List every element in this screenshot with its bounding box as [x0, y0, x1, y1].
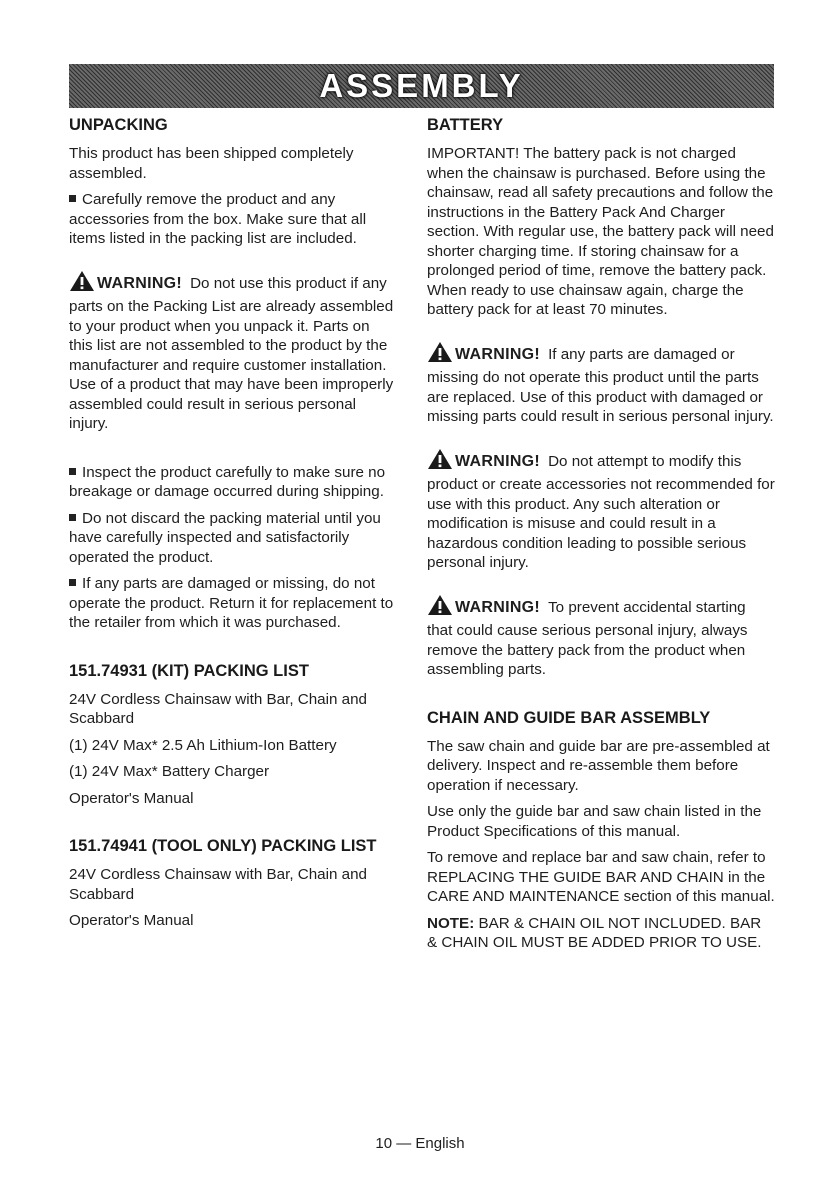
- unpacking-heading: UNPACKING: [69, 116, 168, 134]
- warning-triangle-icon: [427, 448, 453, 476]
- chain-assembly-heading: CHAIN AND GUIDE BAR ASSEMBLY: [427, 708, 711, 727]
- chain-paragraph: Use only the guide bar and saw chain listed in the Product Specifications of this manual.: [427, 803, 762, 840]
- bullet-icon: [69, 514, 76, 521]
- bullet-text: If any parts are damaged or missing, do not operate the product. Return it for replacement to the retailer from which it was purchased.: [69, 575, 394, 631]
- kit-item: 24V Cordless Chainsaw with Bar, Chain and Scabbard: [69, 690, 368, 727]
- warning-triangle-icon: [427, 594, 453, 622]
- right-column: [427, 116, 775, 960]
- left-column: [69, 116, 394, 938]
- unpacking-bullet-damaged: [69, 574, 394, 633]
- warning-accidental-start: [427, 594, 775, 680]
- note-text: BAR & CHAIN OIL NOT INCLUDED. BAR & CHAIN OIL MUST BE ADDED PRIOR TO USE.: [427, 914, 762, 951]
- warning-triangle-icon: [69, 270, 95, 298]
- warning-label: WARNING!: [455, 345, 541, 363]
- note-label: NOTE:: [427, 914, 475, 932]
- unpacking-bullet-remove: [69, 190, 394, 249]
- section-title: ASSEMBLY: [319, 67, 524, 104]
- kit-item: Operator's Manual: [69, 789, 194, 807]
- unpacking-intro: This product has been shipped completely assembled.: [69, 145, 354, 182]
- kit-packing-list-heading: 151.74931 (KIT) PACKING LIST: [69, 661, 309, 680]
- warning-triangle-icon: [427, 341, 453, 369]
- unpacking-bullet-inspect: [69, 463, 394, 502]
- warning-label: WARNING!: [97, 274, 183, 292]
- kit-item: (1) 24V Max* 2.5 Ah Lithium-Ion Battery: [69, 736, 337, 754]
- bullet-icon: [69, 579, 76, 586]
- warning-text: If any parts are damaged or missing do not operate this product until the parts are replaced. Use of this product with damaged or missing parts could result in serious personal injury.: [427, 345, 774, 425]
- bullet-icon: [69, 468, 76, 475]
- battery-heading: BATTERY: [427, 116, 504, 134]
- bullet-text: Carefully remove the product and any accessories from the box. Make sure that all items listed in the packing list are included.: [69, 191, 367, 247]
- warning-text: To prevent accidental starting that could cause serious personal injury, always remove the battery pack from the product when assembling parts.: [427, 598, 748, 678]
- battery-text: IMPORTANT! The battery pack is not charged when the chainsaw is purchased. Before using the chainsaw, read all safety precautions and follow the instructions in the Battery Pack And Charger section. With regular use, the battery pack will need shorter charging time. If storing chainsaw for a prolonged period of time, remove the battery pack. When ready to use chainsaw again, charge the battery pack for at least 70 minutes.: [427, 145, 774, 318]
- chain-paragraph: The saw chain and guide bar are pre-assembled at delivery. Inspect and re-assemble them before operation if necessary.: [427, 737, 770, 794]
- warning-label: WARNING!: [455, 598, 541, 616]
- tool-item: 24V Cordless Chainsaw with Bar, Chain and Scabbard: [69, 866, 368, 903]
- kit-item: (1) 24V Max* Battery Charger: [69, 763, 270, 780]
- warning-packing-list: [69, 270, 394, 434]
- tool-item: Operator's Manual: [69, 912, 194, 929]
- warning-text: Do not use this product if any parts on the Packing List are already assembled to your product when you unpack it. Parts on this list are not assembled to the product by the manufacturer and require customer installation. Use of a product that may have been improperly assembled could result in serious personal injury.: [69, 274, 394, 432]
- bullet-text: Do not discard the packing material until you have carefully inspected and satisfactorily operated the product.: [69, 509, 381, 566]
- warning-damaged-parts: [427, 341, 775, 427]
- tool-packing-list-heading: 151.74941 (TOOL ONLY) PACKING LIST: [69, 837, 377, 855]
- unpacking-bullet-discard: [69, 509, 394, 568]
- section-banner: [69, 64, 774, 108]
- bullet-text: Inspect the product carefully to make sure no breakage or damage occurred during shipping.: [69, 463, 386, 500]
- page-footer: 10 — English: [375, 1135, 465, 1152]
- bullet-icon: [69, 195, 76, 202]
- chain-paragraph: To remove and replace bar and saw chain, refer to REPLACING THE GUIDE BAR AND CHAIN in the CARE AND MAINTENANCE section of this manual.: [427, 849, 775, 905]
- warning-modify: [427, 448, 775, 573]
- warning-label: WARNING!: [455, 452, 541, 470]
- oil-note: [427, 914, 775, 953]
- warning-text: Do not attempt to modify this product or create accessories not recommended for use with this product. Any such alteration or modification is misuse and could result in a hazardous condition leading to possible serious personal injury.: [427, 452, 775, 571]
